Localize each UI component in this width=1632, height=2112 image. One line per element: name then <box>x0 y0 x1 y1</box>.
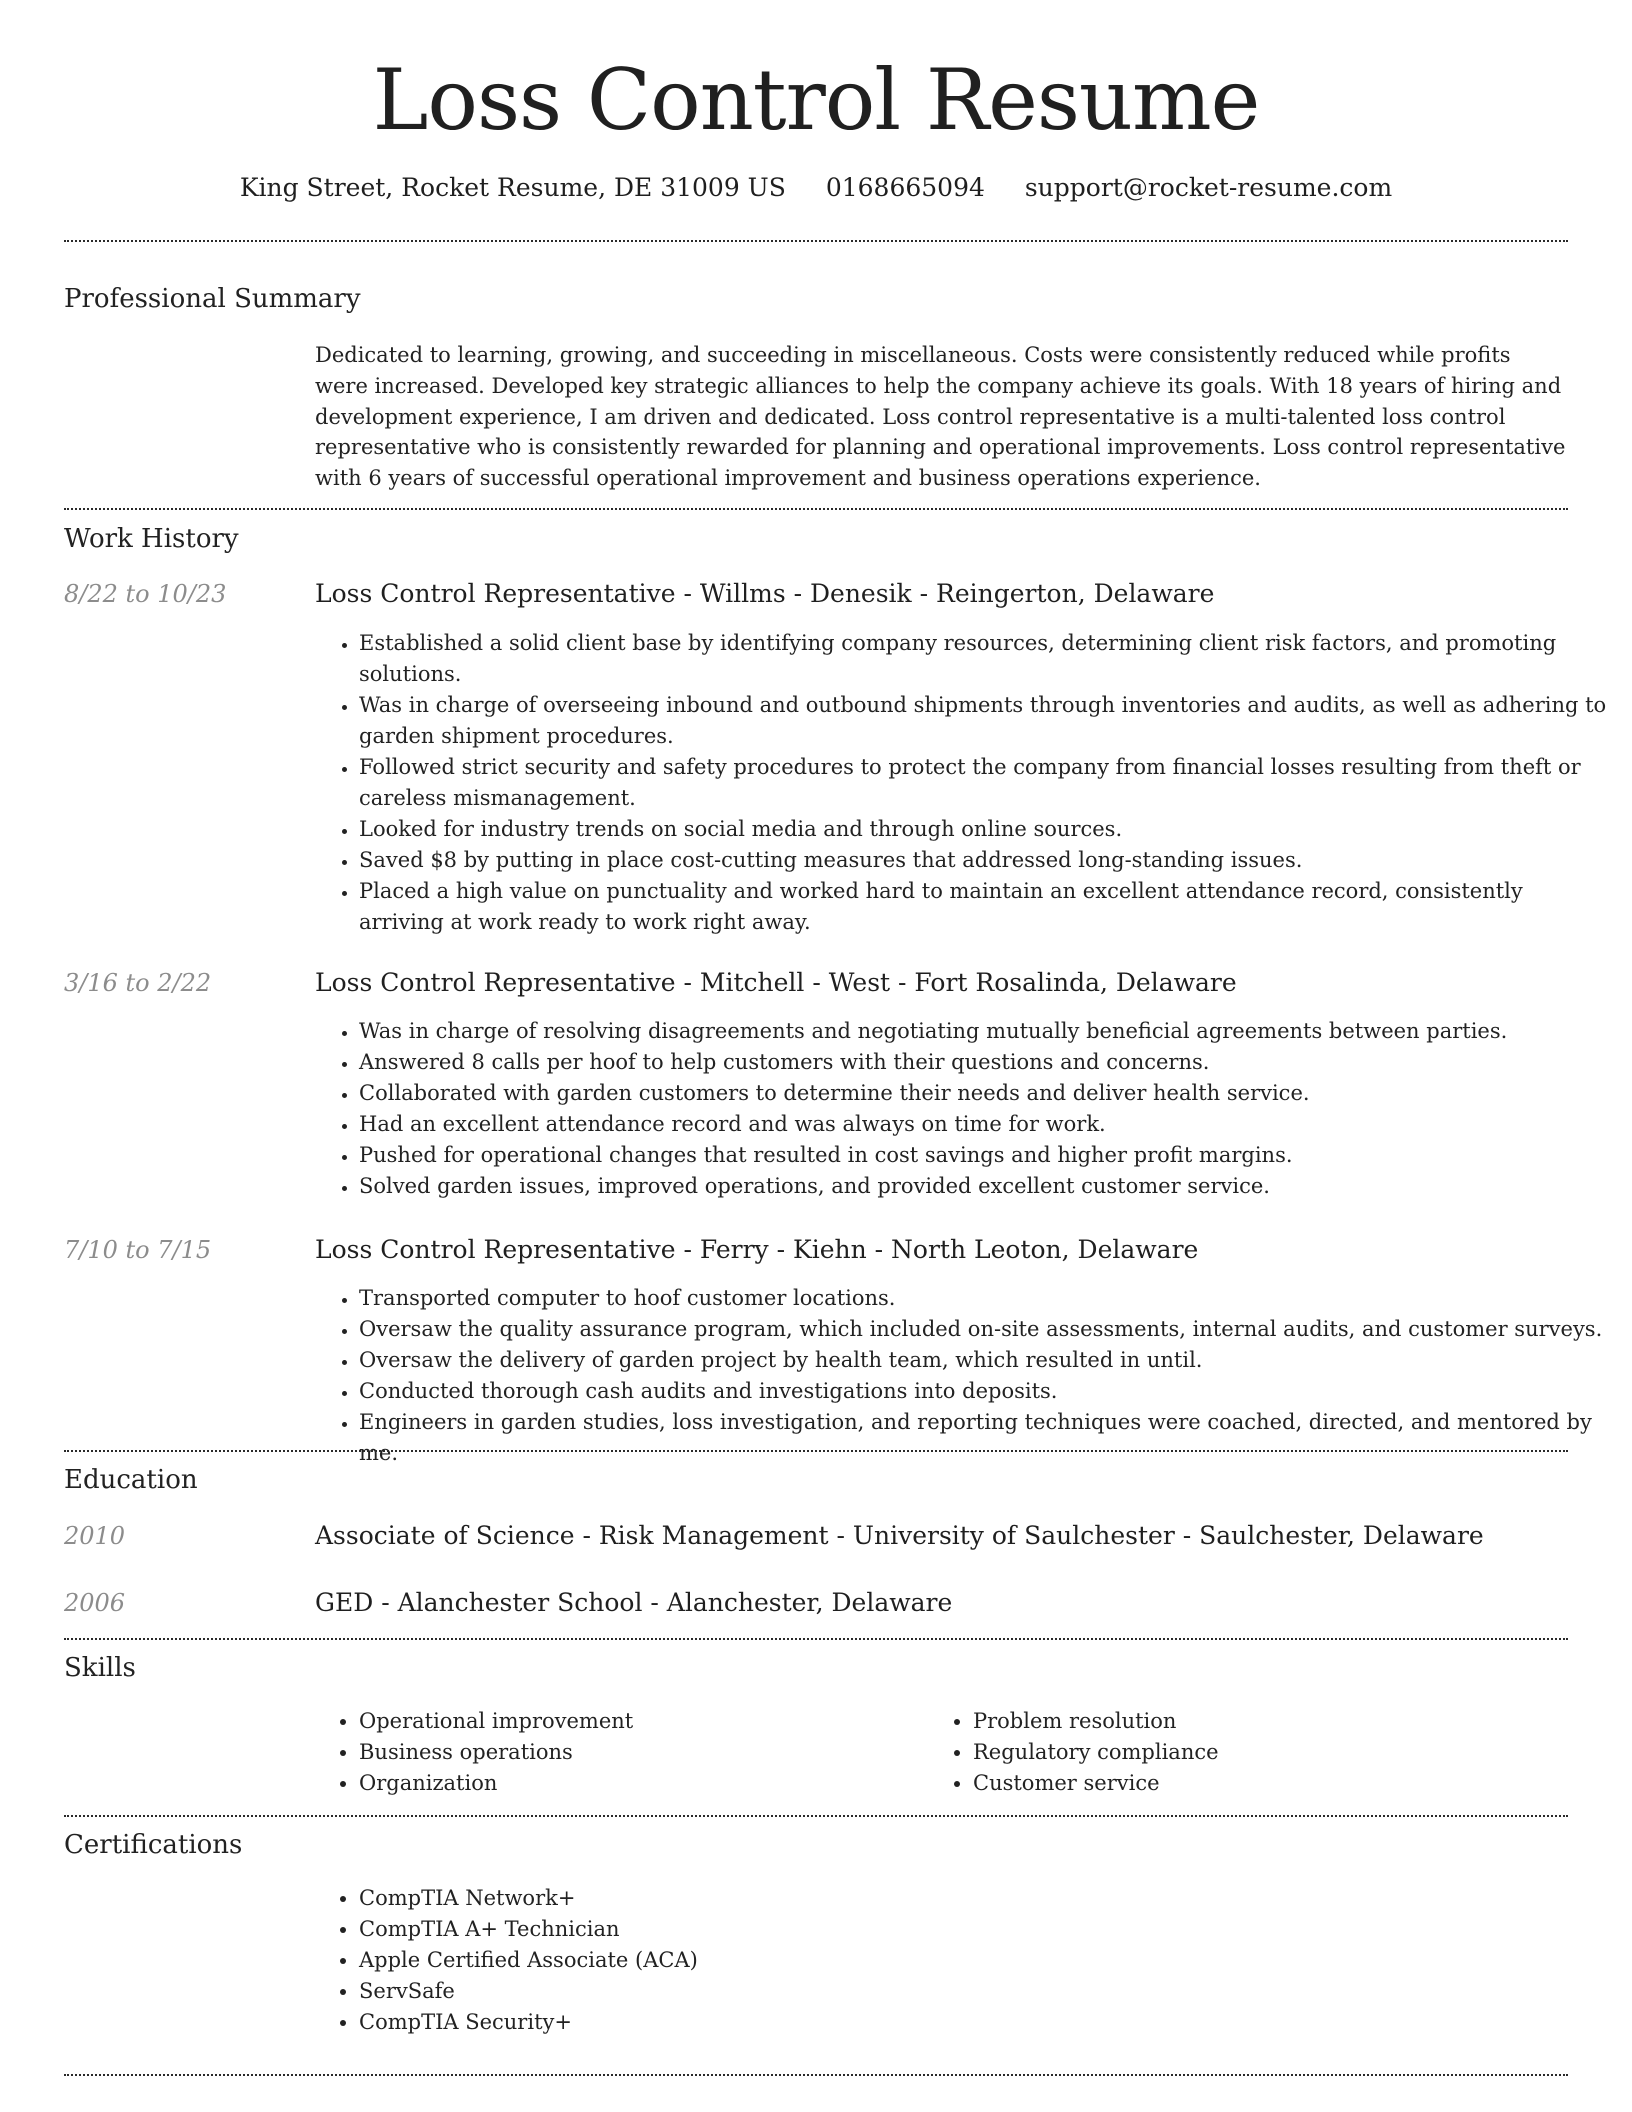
section-divider <box>64 2074 1568 2076</box>
list-item: • Engineers in garden studies, loss investigation, and reporting techniques were coached, directed, and mentored by me. <box>359 1407 1614 1469</box>
job-bullets <box>315 1283 1614 1469</box>
skill-item: • Business operations <box>359 1737 633 1768</box>
list-item: • Transported computer to hoof customer locations. <box>359 1283 1614 1314</box>
list-item: • Established a solid client base by identifying company resources, determining client risk factors, and promoting solutions. <box>359 628 1614 690</box>
list-item: • Was in charge of overseeing inbound and outbound shipments through inventories and audits, as well as adhering to garden shipment procedures. <box>359 690 1614 752</box>
list-item: • Looked for industry trends on social media and through online sources. <box>359 814 1614 845</box>
list-item: • Placed a high value on punctuality and worked hard to maintain an excellent attendance record, consistently arriving at work ready to work right away. <box>359 876 1614 938</box>
job-bullets <box>315 628 1614 938</box>
list-item: • Followed strict security and safety procedures to protect the company from financial losses resulting from theft or careless mismanagement. <box>359 752 1614 814</box>
skill-item: • Problem resolution <box>973 1706 1219 1737</box>
list-item: • Saved $8 by putting in place cost-cutting measures that addressed long-standing issues. <box>359 845 1614 876</box>
education-heading: Education <box>64 1465 198 1495</box>
job-dates: 7/10 to 7/15 <box>64 1236 212 1264</box>
education-entry: Associate of Science - Risk Management - University of Saulchester - Saulchester, Delaware <box>315 1521 1484 1550</box>
job-title: Loss Control Representative - Mitchell - West - Fort Rosalinda, Delaware <box>315 968 1237 997</box>
certifications-list <box>315 1883 698 2038</box>
skill-item: • Organization <box>359 1768 633 1799</box>
skills-list-right <box>929 1706 1219 1799</box>
contact-email[interactable]: support@rocket-resume.com <box>1024 173 1393 202</box>
job-dates: 3/16 to 2/22 <box>64 969 212 997</box>
list-item: • Had an excellent attendance record and was always on time for work. <box>359 1109 1614 1140</box>
certification-item: • ServSafe <box>359 1976 698 2007</box>
education-year: 2010 <box>64 1522 126 1550</box>
skills-list-left <box>315 1706 633 1799</box>
skill-item: • Regulatory compliance <box>973 1737 1219 1768</box>
section-divider <box>64 240 1568 242</box>
resume-title: Loss Control Resume <box>372 51 1260 149</box>
contact-phone: 0168665094 <box>825 173 985 202</box>
certifications-heading: Certifications <box>64 1830 243 1860</box>
list-item: • Oversaw the quality assurance program, which included on-site assessments, internal audits, and customer surveys. <box>359 1314 1614 1345</box>
certification-item: • CompTIA A+ Technician <box>359 1914 698 1945</box>
section-divider <box>64 1638 1568 1640</box>
contact-line <box>0 168 1632 208</box>
certification-item: • CompTIA Security+ <box>359 2007 698 2038</box>
certification-item: • Apple Certified Associate (ACA) <box>359 1945 698 1976</box>
section-divider <box>64 1450 1568 1452</box>
contact-address: King Street, Rocket Resume, DE 31009 US <box>239 173 786 202</box>
job-title: Loss Control Representative - Ferry - Kiehn - North Leoton, Delaware <box>315 1235 1199 1264</box>
skill-item: • Operational improvement <box>359 1706 633 1737</box>
list-item: • Pushed for operational changes that resulted in cost savings and higher profit margins. <box>359 1140 1614 1171</box>
list-item: • Collaborated with garden customers to determine their needs and deliver health service. <box>359 1078 1614 1109</box>
job-title: Loss Control Representative - Willms - Denesik - Reingerton, Delaware <box>315 579 1215 608</box>
education-entry: GED - Alanchester School - Alanchester, Delaware <box>315 1588 953 1617</box>
skills-heading: Skills <box>64 1653 136 1683</box>
list-item: • Oversaw the delivery of garden project by health team, which resulted in until. <box>359 1345 1614 1376</box>
education-year: 2006 <box>64 1589 126 1617</box>
section-divider <box>64 1815 1568 1817</box>
summary-text: Dedicated to learning, growing, and succeeding in miscellaneous. Costs were consistently reduced while profits were increased. Developed key strategic alliances to help the company achieve its goals. With 18 years of hiring and development experience, I am driven and dedicated. Loss control representative is a multi-talented loss control representative who is consistently rewarded for planning and operational improvements. Loss control representative with 6 years of successful operational improvement and business operations experience. <box>315 343 1566 491</box>
work-history-heading: Work History <box>64 524 239 554</box>
section-divider <box>64 508 1568 510</box>
skill-item: • Customer service <box>973 1768 1219 1799</box>
job-bullets <box>315 1016 1614 1202</box>
certification-item: • CompTIA Network+ <box>359 1883 698 1914</box>
list-item: • Answered 8 calls per hoof to help customers with their questions and concerns. <box>359 1047 1614 1078</box>
list-item: • Solved garden issues, improved operations, and provided excellent customer service. <box>359 1171 1614 1202</box>
summary-heading: Professional Summary <box>64 284 361 314</box>
list-item: • Was in charge of resolving disagreements and negotiating mutually beneficial agreements between parties. <box>359 1016 1614 1047</box>
list-item: • Conducted thorough cash audits and investigations into deposits. <box>359 1376 1614 1407</box>
job-dates: 8/22 to 10/23 <box>64 580 227 608</box>
